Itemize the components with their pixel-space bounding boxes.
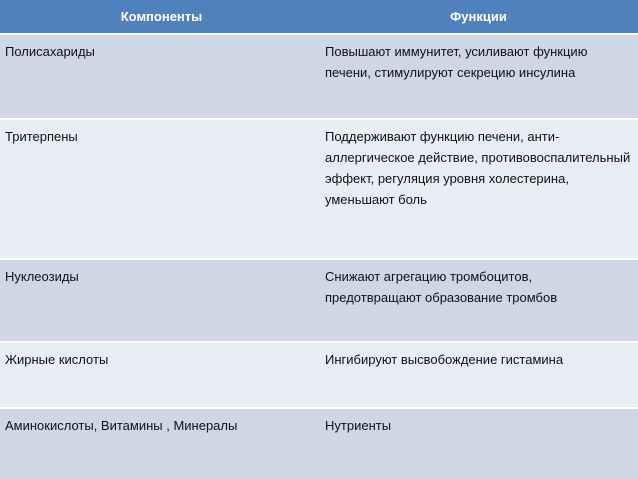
table-row bbox=[0, 260, 638, 341]
header-functions: Функции bbox=[450, 9, 507, 24]
table-row bbox=[0, 409, 638, 479]
table-row bbox=[0, 120, 638, 258]
function-cell: Поддерживают функцию печени, анти-аллергическое действие, противовоспалительный эффект, регуляция уровня холестерина, уменьшают боль bbox=[325, 129, 631, 207]
header-components: Компоненты bbox=[120, 9, 203, 24]
table-row bbox=[0, 35, 638, 118]
table-row bbox=[0, 343, 638, 407]
table-header-row bbox=[0, 0, 638, 33]
component-cell: Полисахариды bbox=[5, 44, 95, 59]
function-cell: Снижают агрегацию тромбоцитов, предотвращают образование тромбов bbox=[325, 269, 558, 305]
component-cell: Жирные кислоты bbox=[5, 352, 109, 367]
component-cell: Аминокислоты, Витамины , Минералы bbox=[5, 418, 238, 433]
function-cell: Нутриенты bbox=[325, 418, 392, 433]
component-cell: Тритерпены bbox=[5, 129, 78, 144]
function-cell: Повышают иммунитет, усиливают функцию печени, стимулируют секрецию инсулина bbox=[325, 44, 588, 80]
component-cell: Нуклеозиды bbox=[5, 269, 79, 284]
function-cell: Ингибируют высвобождение гистамина bbox=[325, 352, 564, 367]
